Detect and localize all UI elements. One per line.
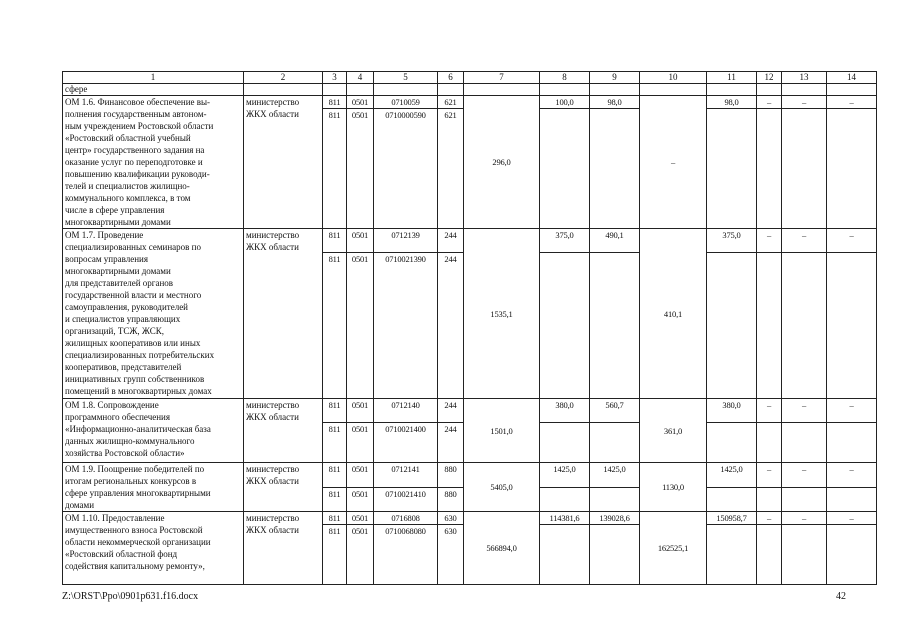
target-article-code: 0712141: [374, 463, 438, 488]
total-amount: 1535,1: [464, 229, 540, 399]
empty-cell: [540, 84, 590, 96]
measure-description: ОМ 1.7. Проведение специализированных семинаров по вопросам управления многоквартирными домами для представителей органов государственной власти и местного самоуправления, руководителей и специалистов управляющих организаций, ТСЖ, ЖСК, жилищных кооперативов или иных специализированных потребительских кооперативов, представителей инициативных групп собственников помещений в многоквартирных домах: [63, 229, 244, 399]
section-code: 0501: [347, 109, 374, 229]
section-code: 0501: [347, 96, 374, 109]
empty-cell: [438, 84, 464, 96]
expense-type-code: 630: [438, 525, 464, 585]
column-number: 14: [827, 72, 877, 84]
section-code: 0501: [347, 512, 374, 525]
empty-cell: [782, 109, 827, 229]
empty-cell: [540, 423, 590, 463]
empty-cell: [757, 253, 782, 399]
section-code: 0501: [347, 229, 374, 253]
target-article-code: 0712139: [374, 229, 438, 253]
budget-table: [62, 71, 877, 585]
target-article-code: 0710021400: [374, 423, 438, 463]
year-amount: –: [782, 512, 827, 525]
year-amount: –: [827, 512, 877, 525]
year-amount: 380,0: [707, 399, 757, 423]
year-amount: –: [782, 463, 827, 488]
column-number: 13: [782, 72, 827, 84]
empty-cell: [757, 423, 782, 463]
empty-cell: [827, 423, 877, 463]
year-amount: –: [757, 399, 782, 423]
target-article-code: 0712140: [374, 399, 438, 423]
empty-cell: [757, 109, 782, 229]
section-code: 0501: [347, 487, 374, 512]
year-amount: –: [757, 512, 782, 525]
year-amount: 1425,0: [540, 463, 590, 488]
grbs-code: 811: [323, 109, 347, 229]
empty-cell: [590, 525, 640, 585]
column-number: 5: [374, 72, 438, 84]
year-amount: 162525,1: [640, 512, 707, 585]
empty-cell: [707, 253, 757, 399]
year-amount: –: [782, 96, 827, 109]
year-amount: –: [827, 463, 877, 488]
column-number: 3: [323, 72, 347, 84]
empty-cell: [827, 253, 877, 399]
empty-cell: [374, 84, 438, 96]
column-number-row: [63, 72, 877, 84]
year-amount: –: [782, 399, 827, 423]
table-row: [63, 96, 877, 109]
empty-cell: [640, 84, 707, 96]
year-amount: 361,0: [640, 399, 707, 463]
empty-cell: [244, 84, 323, 96]
empty-cell: [827, 525, 877, 585]
continuation-text: сфере: [63, 84, 244, 96]
expense-type-code: 244: [438, 423, 464, 463]
empty-cell: [757, 487, 782, 512]
empty-cell: [707, 525, 757, 585]
expense-type-code: 630: [438, 512, 464, 525]
column-number: 11: [707, 72, 757, 84]
empty-cell: [707, 487, 757, 512]
target-article-code: 0710059: [374, 96, 438, 109]
empty-cell: [540, 253, 590, 399]
grbs-code: 811: [323, 525, 347, 585]
table-row: [63, 399, 877, 423]
year-amount: 1425,0: [590, 463, 640, 488]
year-amount: 560,7: [590, 399, 640, 423]
empty-cell: [782, 487, 827, 512]
page-number: 42: [836, 591, 846, 602]
empty-cell: [707, 423, 757, 463]
grbs-code: 811: [323, 423, 347, 463]
table-row: [63, 463, 877, 488]
empty-cell: [782, 525, 827, 585]
grbs-code: 811: [323, 96, 347, 109]
executor: министерство ЖКХ области: [244, 399, 323, 463]
expense-type-code: 880: [438, 487, 464, 512]
year-amount: 380,0: [540, 399, 590, 423]
grbs-code: 811: [323, 487, 347, 512]
year-amount: 114381,6: [540, 512, 590, 525]
expense-type-code: 244: [438, 399, 464, 423]
table-row: [63, 229, 877, 253]
column-number: 8: [540, 72, 590, 84]
year-amount: 139028,6: [590, 512, 640, 525]
year-amount: –: [782, 229, 827, 253]
total-amount: 566894,0: [464, 512, 540, 585]
empty-cell: [540, 109, 590, 229]
year-amount: 150958,7: [707, 512, 757, 525]
year-amount: 375,0: [540, 229, 590, 253]
year-amount: 375,0: [707, 229, 757, 253]
year-amount: –: [827, 229, 877, 253]
measure-description: ОМ 1.10. Предоставление имущественного взноса Ростовской области некоммерческой организации «Ростовский областной фонд содействия капитальному ремонту»,: [63, 512, 244, 585]
expense-type-code: 880: [438, 463, 464, 488]
executor: министерство ЖКХ области: [244, 96, 323, 229]
empty-cell: [590, 253, 640, 399]
executor: министерство ЖКХ области: [244, 463, 323, 512]
expense-type-code: 621: [438, 96, 464, 109]
measure-description: ОМ 1.6. Финансовое обеспечение вы- полнения государственным автоном- ным учреждением Ростовской области «Ростовский областной учебный центр» государственного задания на оказание услуг по переподготовке и повышению квалификации руководи- телей и специалистов жилищно- коммунального комплекса, в том числе в сфере управления многоквартирными домами: [63, 96, 244, 229]
measure-description: ОМ 1.8. Сопровождение программного обеспечения «Информационно-аналитическая база данных жилищно-коммунального хозяйства Ростовской области»: [63, 399, 244, 463]
grbs-code: 811: [323, 463, 347, 488]
expense-type-code: 621: [438, 109, 464, 229]
section-code: 0501: [347, 399, 374, 423]
grbs-code: 811: [323, 253, 347, 399]
section-code: 0501: [347, 423, 374, 463]
year-amount: 100,0: [540, 96, 590, 109]
expense-type-code: 244: [438, 253, 464, 399]
column-number: 4: [347, 72, 374, 84]
column-number: 10: [640, 72, 707, 84]
empty-cell: [707, 84, 757, 96]
empty-cell: [827, 84, 877, 96]
year-amount: 1425,0: [707, 463, 757, 488]
empty-cell: [590, 423, 640, 463]
column-number: 1: [63, 72, 244, 84]
measure-description: ОМ 1.9. Поощрение победителей по итогам региональных конкурсов в сфере управления многоквартирными домами: [63, 463, 244, 512]
total-amount: 5405,0: [464, 463, 540, 512]
year-amount: 98,0: [707, 96, 757, 109]
year-amount: –: [827, 96, 877, 109]
section-code: 0501: [347, 463, 374, 488]
year-amount: –: [827, 399, 877, 423]
target-article-code: 0716808: [374, 512, 438, 525]
section-code: 0501: [347, 253, 374, 399]
table-row: [63, 512, 877, 525]
empty-cell: [464, 84, 540, 96]
empty-cell: [347, 84, 374, 96]
empty-cell: [827, 487, 877, 512]
target-article-code: 0710068080: [374, 525, 438, 585]
target-article-code: 0710021410: [374, 487, 438, 512]
grbs-code: 811: [323, 229, 347, 253]
year-amount: 1130,0: [640, 463, 707, 512]
year-amount: –: [757, 229, 782, 253]
column-number: 7: [464, 72, 540, 84]
column-number: 9: [590, 72, 640, 84]
executor: министерство ЖКХ области: [244, 229, 323, 399]
year-amount: 410,1: [640, 229, 707, 399]
continuation-row: [63, 84, 877, 96]
year-amount: 98,0: [590, 96, 640, 109]
empty-cell: [590, 84, 640, 96]
target-article-code: 0710021390: [374, 253, 438, 399]
grbs-code: 811: [323, 512, 347, 525]
expense-type-code: 244: [438, 229, 464, 253]
total-amount: 296,0: [464, 96, 540, 229]
target-article-code: 0710000590: [374, 109, 438, 229]
empty-cell: [323, 84, 347, 96]
empty-cell: [782, 253, 827, 399]
empty-cell: [590, 487, 640, 512]
empty-cell: [707, 109, 757, 229]
empty-cell: [782, 423, 827, 463]
column-number: 2: [244, 72, 323, 84]
executor: министерство ЖКХ области: [244, 512, 323, 585]
empty-cell: [782, 84, 827, 96]
empty-cell: [827, 109, 877, 229]
empty-cell: [757, 84, 782, 96]
year-amount: –: [757, 96, 782, 109]
section-code: 0501: [347, 525, 374, 585]
empty-cell: [757, 525, 782, 585]
total-amount: 1501,0: [464, 399, 540, 463]
grbs-code: 811: [323, 399, 347, 423]
empty-cell: [590, 109, 640, 229]
column-number: 6: [438, 72, 464, 84]
year-amount: –: [757, 463, 782, 488]
file-path: Z:\ORST\Ppo\0901p631.f16.docx: [62, 591, 199, 602]
year-amount: 490,1: [590, 229, 640, 253]
year-amount: –: [640, 96, 707, 229]
column-number: 12: [757, 72, 782, 84]
empty-cell: [540, 525, 590, 585]
empty-cell: [540, 487, 590, 512]
